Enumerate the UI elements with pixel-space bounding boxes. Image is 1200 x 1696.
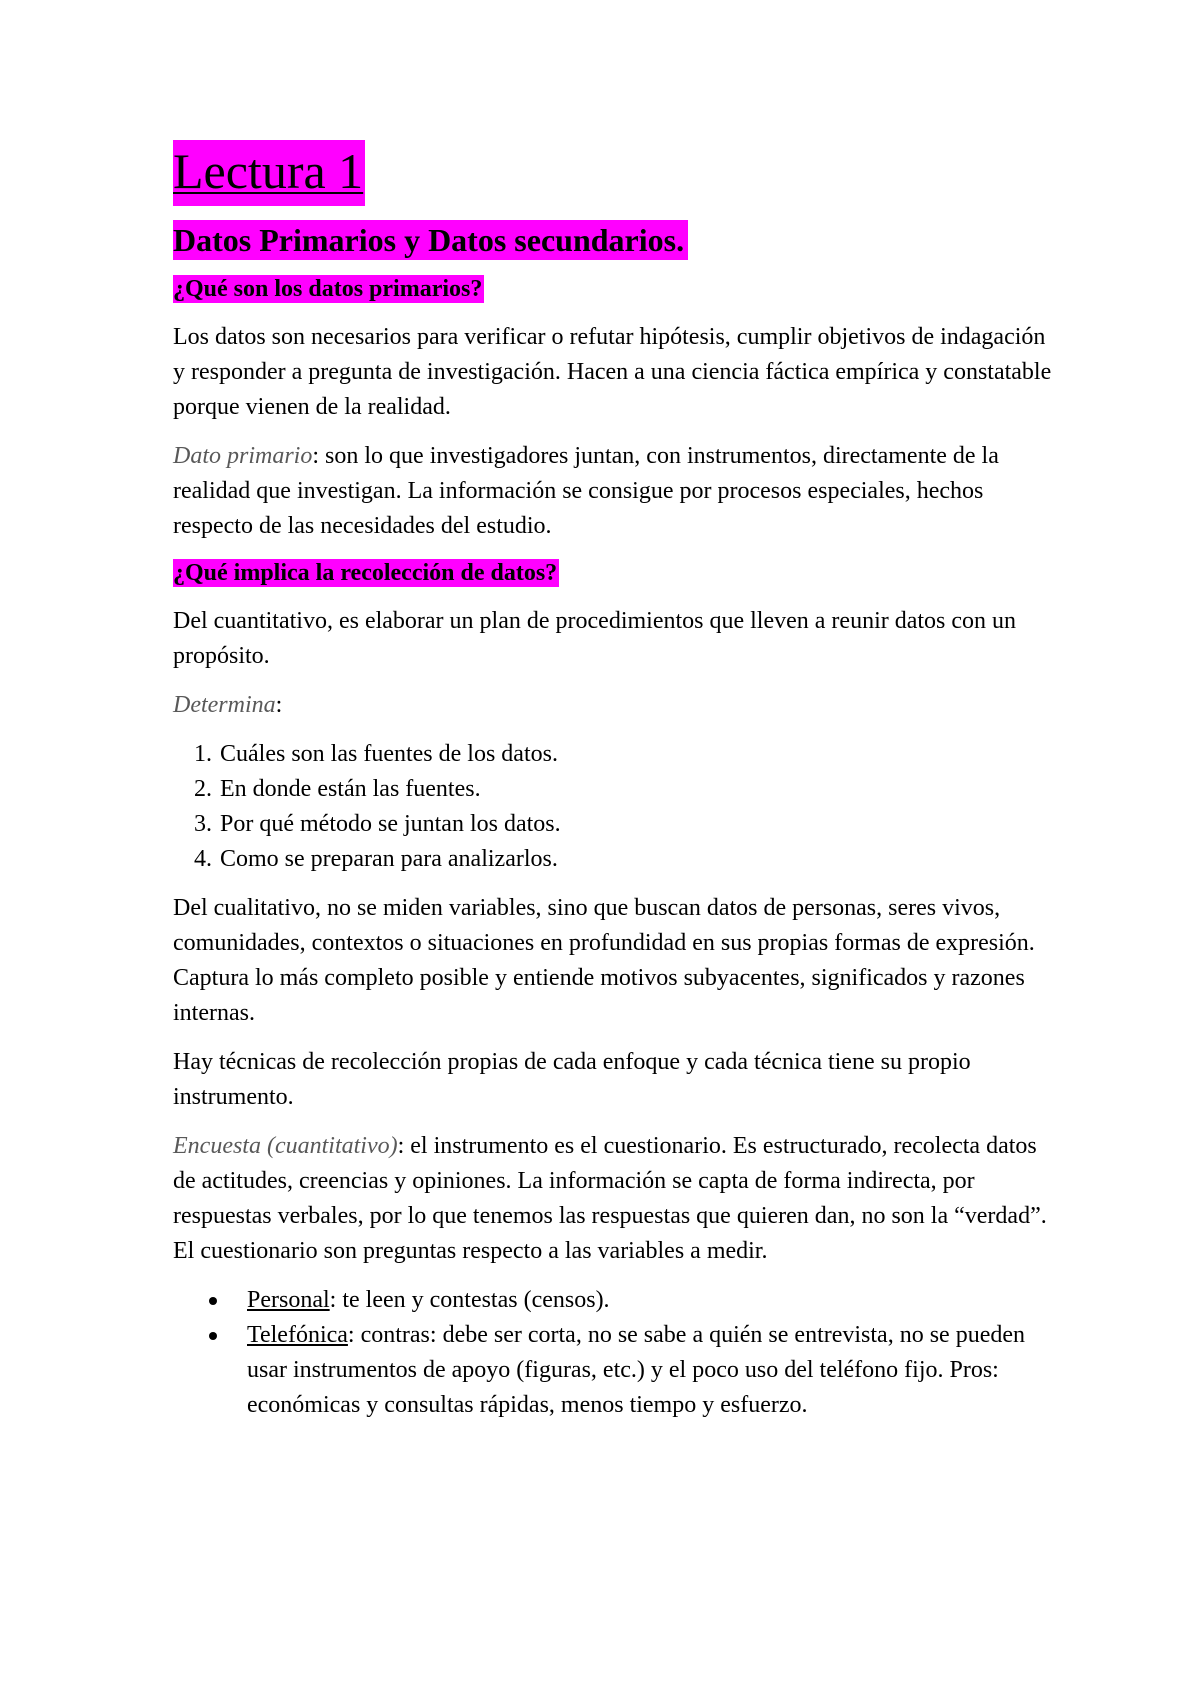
list-item: 4. Como se preparan para analizarlos.	[218, 842, 1053, 877]
paragraph-cualitativo: Del cualitativo, no se miden variables, sino que buscan datos de personas, seres vivos, comunidades, contextos o situaciones en profundidad en sus propias formas de expresión. Captura lo más completo posible y entiende motivos subyacentes, significados y razones internas.	[173, 895, 1035, 1026]
page-title: Lectura 1	[173, 140, 365, 206]
dato-primario-definition: : son lo que investigadores juntan, con instrumentos, directamente de la realidad que investigan. La información se consigue por procesos especiales, hechos respecto de las necesidades del estudio.	[173, 443, 999, 539]
document-subtitle	[173, 220, 1053, 260]
subtitle-text: Datos Primarios y Datos secundarios.	[173, 220, 688, 260]
term-dato-primario: Dato primario	[173, 443, 313, 469]
heading-recoleccion-text: ¿Qué implica la recolección de datos?	[173, 560, 558, 586]
paragraph-determina	[173, 688, 1053, 723]
term-encuesta: Encuesta (cuantitativo)	[173, 1133, 398, 1159]
term-telefonica: Telefónica	[247, 1322, 348, 1348]
list-item-telefonica	[247, 1318, 1053, 1423]
list-item: 1. Cuáles son las fuentes de los datos.	[218, 737, 1053, 772]
heading-primary-data	[173, 274, 1053, 304]
list-item-personal	[247, 1283, 1053, 1318]
bullet-icon	[209, 1332, 217, 1340]
paragraph-encuesta	[173, 1129, 1053, 1269]
encuesta-types-list	[173, 1283, 1053, 1423]
paragraph-datos-necesarios: Los datos son necesarios para verificar o refutar hipótesis, cumplir objetivos de indagación y responder a pregunta de investigación. Hacen a una ciencia fáctica empírica y constatable porque vienen de la realidad.	[173, 324, 1052, 420]
heading-primary-data-text: ¿Qué son los datos primarios?	[173, 276, 483, 302]
personal-description: : te leen y contestas (censos).	[329, 1287, 610, 1313]
determina-list	[173, 737, 1053, 877]
list-item: 2. En donde están las fuentes.	[218, 772, 1053, 807]
term-determina: Determina	[173, 692, 276, 718]
encuesta-definition: : el instrumento es el cuestionario. Es estructurado, recolecta datos de actitudes, creencias y opiniones. La información se capta de forma indirecta, por respuestas verbales, por lo que tenemos las respuestas que quieren dan, no son la “verdad”. El cuestionario son preguntas respecto a las variables a medir.	[173, 1133, 1047, 1264]
determina-colon: :	[275, 692, 283, 718]
paragraph-tecnicas: Hay técnicas de recolección propias de cada enfoque y cada técnica tiene su propio instrumento.	[173, 1049, 971, 1110]
paragraph-dato-primario	[173, 439, 1053, 544]
list-item: 3. Por qué método se juntan los datos.	[218, 807, 1053, 842]
term-personal: Personal	[247, 1287, 330, 1313]
paragraph-cuantitativo: Del cuantitativo, es elaborar un plan de procedimientos que lleven a reunir datos con un propósito.	[173, 608, 1017, 669]
bullet-icon	[209, 1297, 217, 1305]
heading-recoleccion	[173, 558, 1053, 588]
telefonica-description: : contras: debe ser corta, no se sabe a quién se entrevista, no se pueden usar instrumentos de apoyo (figuras, etc.) y el poco uso del teléfono fijo. Pros: económicas y consultas rápidas, menos tiempo y esfuerzo.	[247, 1322, 1026, 1418]
document-content	[173, 140, 1053, 1423]
